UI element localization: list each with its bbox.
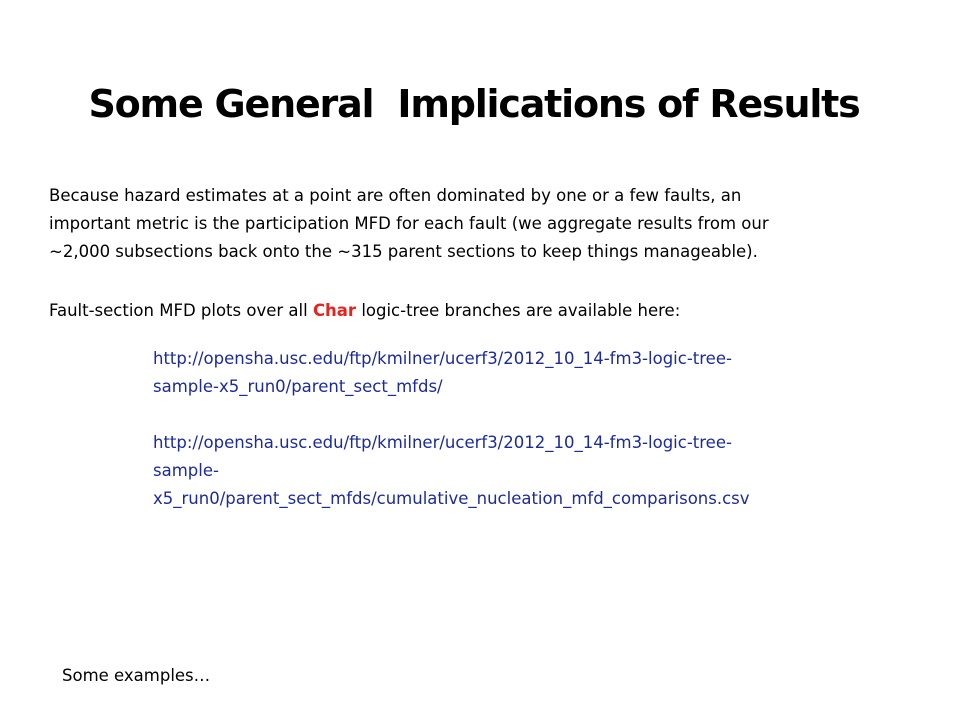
char-highlight: Char	[312, 301, 357, 320]
link-list	[153, 345, 913, 513]
fault-section-suffix: logic-tree branches are available here:	[356, 301, 681, 320]
link-line: http://opensha.usc.edu/ftp/kmilner/ucerf3/2012_10_14-fm3-logic-tree-	[153, 433, 732, 452]
slide-title: Some General Implications of Results	[88, 82, 860, 126]
intro-paragraph	[49, 182, 929, 266]
link-line: sample-x5_run0/parent_sect_mfds/	[153, 377, 443, 396]
link-line: sample-	[153, 461, 219, 480]
link-line: http://opensha.usc.edu/ftp/kmilner/ucerf3/2012_10_14-fm3-logic-tree-	[153, 349, 732, 368]
fault-section-prefix: Fault-section MFD plots over all	[49, 301, 313, 320]
intro-line: ~2,000 subsections back onto the ~315 parent sections to keep things manageable).	[49, 242, 758, 261]
parent-sect-mfds-link[interactable]	[153, 345, 913, 401]
fault-section-sentence	[49, 297, 929, 325]
some-examples-text: Some examples…	[62, 666, 211, 685]
cumulative-nucleation-csv-link[interactable]	[153, 429, 913, 513]
link-line: x5_run0/parent_sect_mfds/cumulative_nucleation_mfd_comparisons.csv	[153, 489, 750, 508]
intro-line: important metric is the participation MFD for each fault (we aggregate results from our	[49, 214, 769, 233]
intro-line: Because hazard estimates at a point are often dominated by one or a few faults, an	[49, 186, 742, 205]
